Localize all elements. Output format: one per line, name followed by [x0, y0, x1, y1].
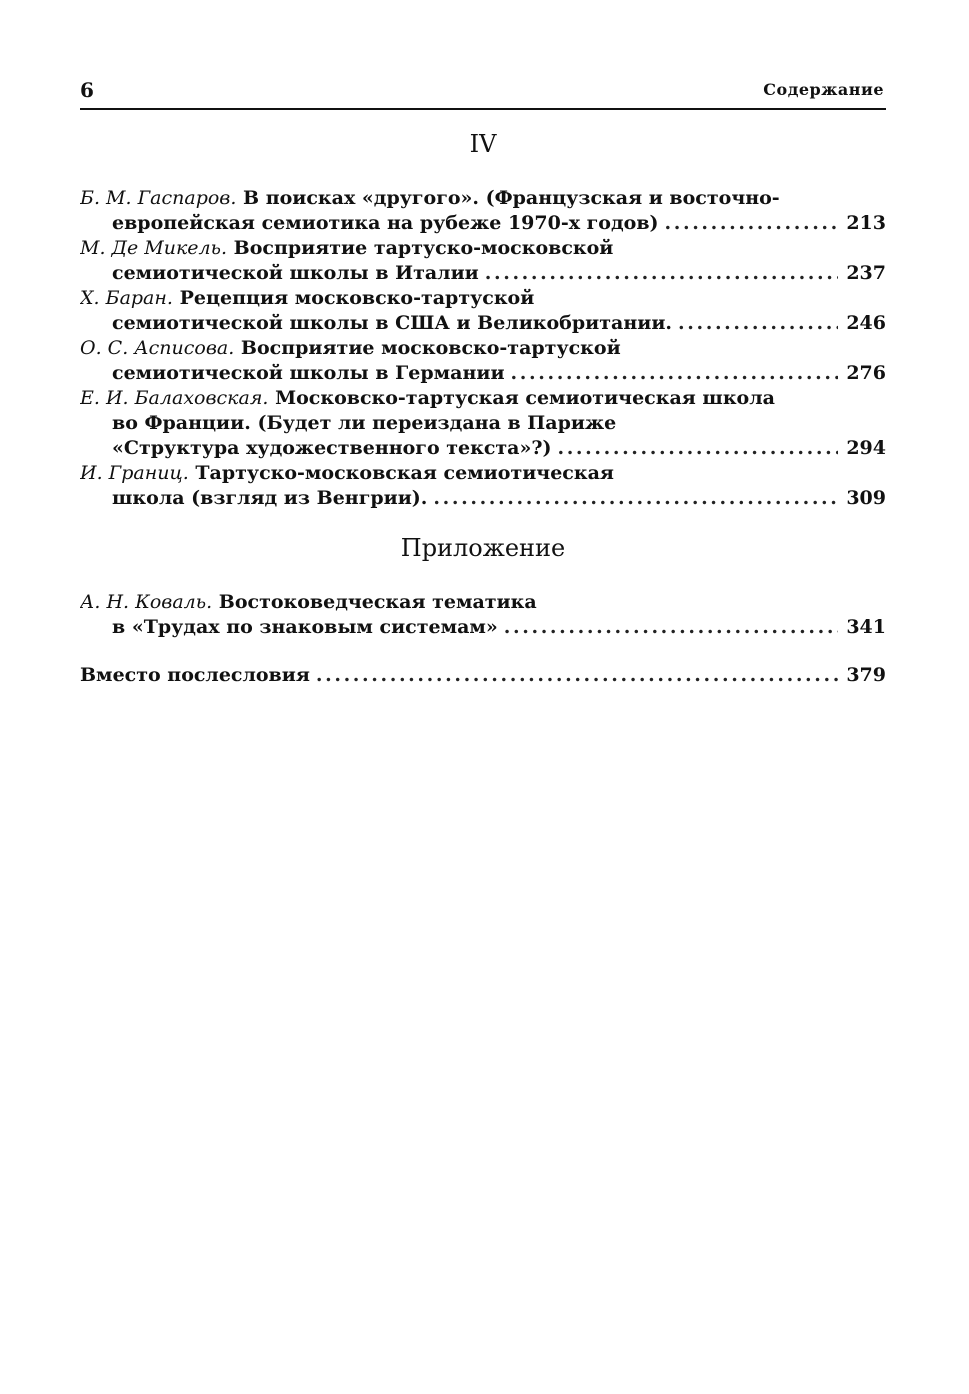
entry-author: М. Де Микель. — [80, 237, 228, 259]
entry-page-number: 309 — [846, 487, 886, 509]
entry-title-line: школа (взгляд из Венгрии). — [112, 487, 428, 509]
entry-title-line: Вместо послесловия — [80, 664, 310, 686]
toc-entry[interactable] — [80, 286, 886, 336]
dot-leader — [557, 436, 838, 461]
entry-author: Х. Баран. — [80, 287, 173, 309]
section-title-appendix: Приложение — [400, 534, 566, 562]
entry-page-number: 276 — [846, 362, 886, 384]
entry-title-line: семиотической школы в Германии — [112, 362, 505, 384]
entry-title-line: Рецепция московско-тартуской — [179, 287, 535, 309]
entry-title-line: Тартуско-московская семиотическая — [195, 462, 614, 484]
dot-leader — [485, 261, 838, 286]
toc-entry[interactable] — [80, 461, 886, 511]
toc-afterword — [80, 663, 886, 688]
entry-title-line: семиотической школы в США и Великобритании. — [112, 312, 673, 334]
section-title-iv: IV — [469, 130, 497, 158]
entry-title-line: в «Трудах по знаковым системам» — [112, 616, 498, 638]
entry-title-line: европейская семиотика на рубеже 1970-х годов) — [112, 212, 659, 234]
page-header — [80, 74, 886, 110]
entry-author: И. Границ. — [80, 462, 189, 484]
dot-leader — [678, 311, 838, 336]
entry-page-number: 379 — [846, 664, 886, 686]
entry-title-line: Восприятие тартуско-московской — [233, 237, 614, 259]
dot-leader — [433, 486, 838, 511]
entry-title-line: «Структура художественного текста»?) — [112, 437, 552, 459]
toc-appendix — [80, 590, 886, 640]
entry-page-number: 341 — [846, 616, 886, 638]
entry-title-line: Московско-тартуская семиотическая школа — [275, 387, 775, 409]
dot-leader — [316, 663, 838, 688]
toc-entry[interactable] — [80, 663, 886, 688]
toc-entry[interactable] — [80, 590, 886, 640]
entry-title-line: В поисках «другого». (Французская и восточно- — [243, 187, 780, 209]
toc-entry[interactable] — [80, 336, 886, 386]
entry-author: А. Н. Коваль. — [80, 591, 213, 613]
entry-title-line: Востоковедческая тематика — [218, 591, 537, 613]
dot-leader — [511, 361, 838, 386]
entry-author: О. С. Асписова. — [80, 337, 235, 359]
entry-author: Е. И. Балаховская. — [80, 387, 269, 409]
dot-leader — [665, 211, 838, 236]
toc-entry[interactable] — [80, 186, 886, 236]
entry-page-number: 213 — [846, 212, 886, 234]
entry-page-number: 246 — [846, 312, 886, 334]
toc-entry[interactable] — [80, 236, 886, 286]
dot-leader — [504, 615, 838, 640]
toc-section-iv — [80, 186, 886, 511]
entry-page-number: 237 — [846, 262, 886, 284]
running-head: Содержание — [763, 80, 884, 99]
entry-page-number: 294 — [846, 437, 886, 459]
page-number: 6 — [80, 78, 94, 102]
entry-title-line: семиотической школы в Италии — [112, 262, 479, 284]
entry-title-line: Восприятие московско-тартуской — [240, 337, 621, 359]
entry-title-line: во Франции. (Будет ли переиздана в Париже — [112, 412, 617, 434]
toc-entry[interactable] — [80, 386, 886, 461]
entry-author: Б. М. Гаспаров. — [80, 187, 237, 209]
